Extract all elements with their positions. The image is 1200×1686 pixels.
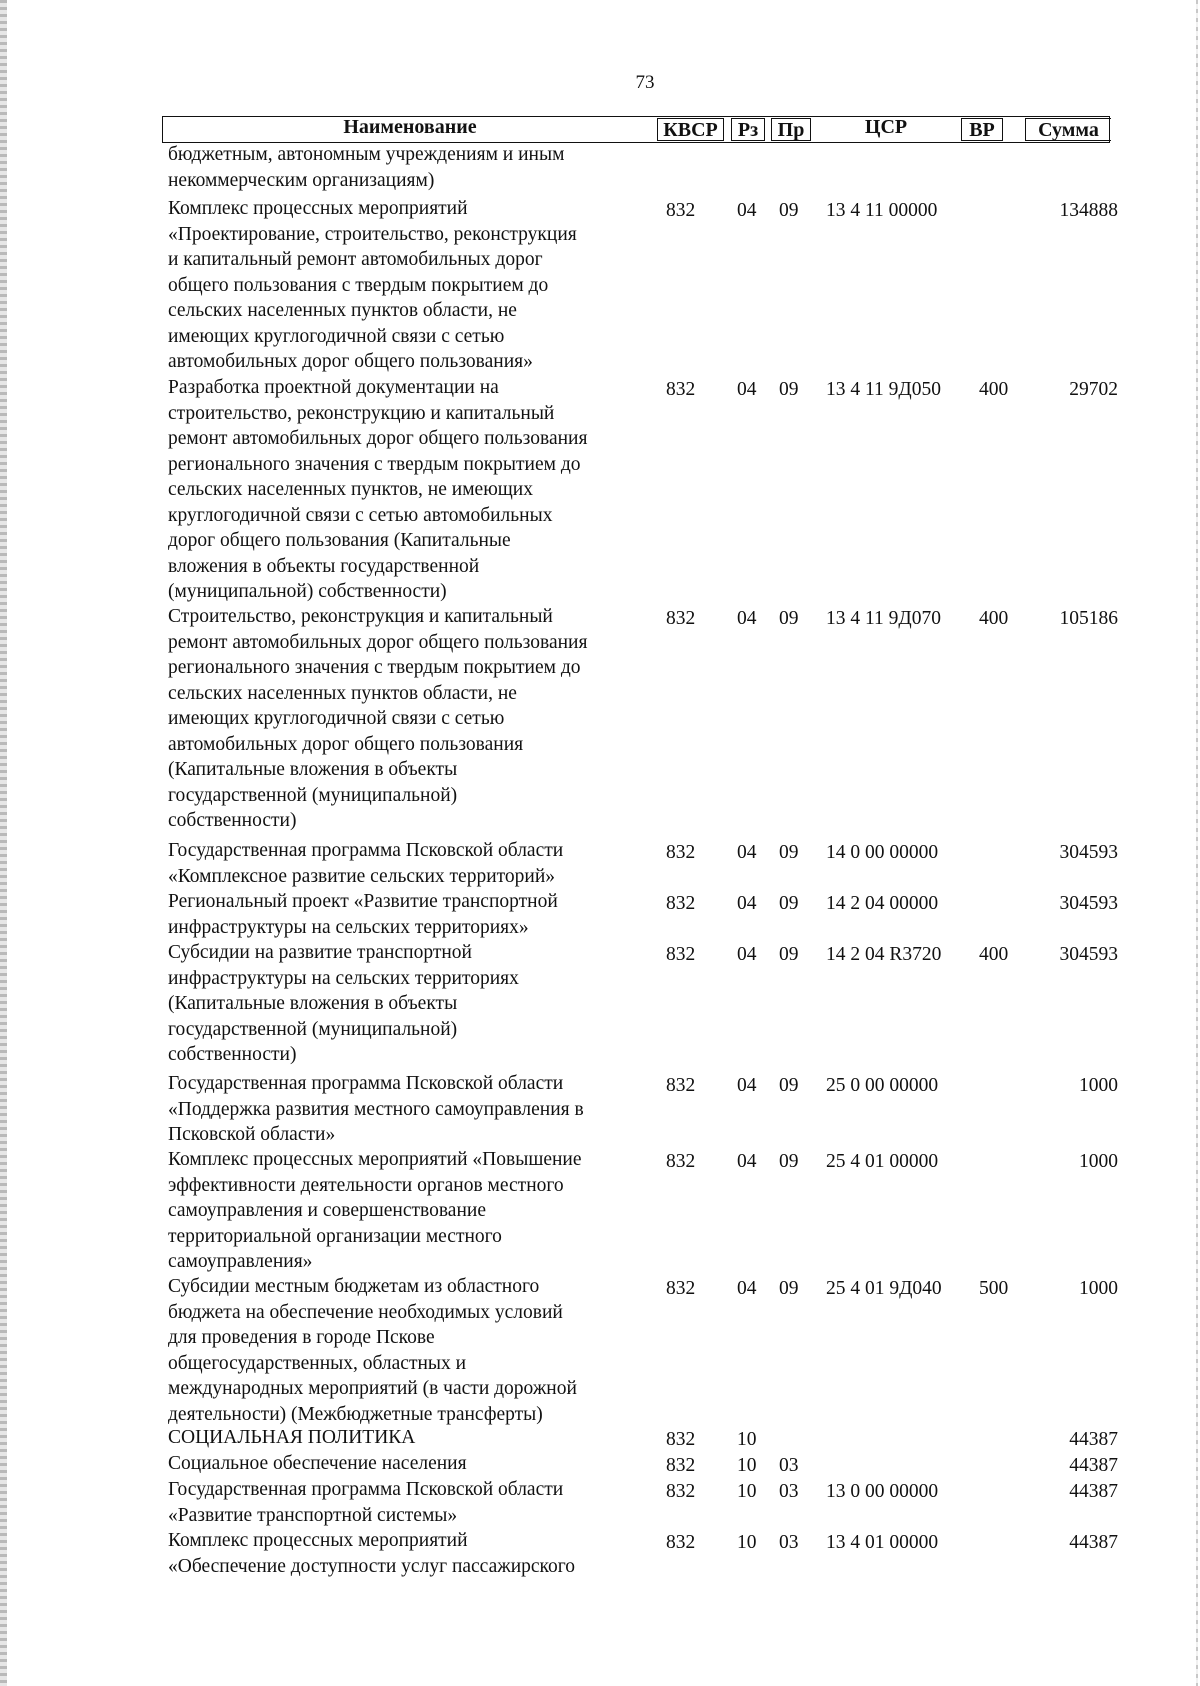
cell-rz: 04 <box>737 1075 757 1096</box>
row-name-line: СОЦИАЛЬНАЯ ПОЛИТИКА <box>168 1427 416 1448</box>
cell-pr: 09 <box>779 1151 799 1172</box>
cell-csr: 25 4 01 00000 <box>826 1151 939 1172</box>
scan-edge-right <box>1196 0 1198 1686</box>
row-name <box>168 1425 648 1451</box>
cell-csr: 13 4 11 9Д050 <box>826 379 941 400</box>
cell-csr: 25 0 00 00000 <box>826 1075 939 1096</box>
cell-pr: 03 <box>779 1455 799 1476</box>
cell-csr: 14 0 00 00000 <box>826 842 939 863</box>
cell-kvsr: 832 <box>666 1151 696 1172</box>
row-name-line: общегосударственных, областных и <box>168 1352 467 1374</box>
header-name: Наименование <box>343 116 477 138</box>
row-name-line: регионального значения с твердым покрытием до <box>168 657 581 678</box>
cell-kvsr: 832 <box>666 1455 696 1476</box>
header-vr: ВР <box>961 118 1003 141</box>
cell-pr: 09 <box>779 379 799 400</box>
row-name-line: «Обеспечение доступности услуг пассажирского <box>168 1555 576 1577</box>
cell-rz: 10 <box>737 1429 757 1450</box>
row-name-line: регионального значения с твердым покрытием до <box>168 453 581 475</box>
row-name-line: (Капитальные вложения в объекты <box>168 759 458 780</box>
row-name-line: имеющих круглогодичной связи с сетью <box>168 708 505 729</box>
row-name-line: инфраструктуры на сельских территориях» <box>168 916 529 938</box>
table-header <box>162 116 1110 143</box>
scan-edge-left <box>0 0 7 1686</box>
row-name-line: Государственная программа Псковской области <box>168 1479 564 1500</box>
cell-pr: 09 <box>779 893 799 914</box>
cell-csr: 14 2 04 R3720 <box>826 944 942 965</box>
cell-rz: 04 <box>737 379 757 400</box>
header-pr: Пр <box>771 118 811 141</box>
row-name-line: сельских населенных пунктов, не имеющих <box>168 479 533 500</box>
row-name <box>168 889 648 940</box>
cell-sum: 304593 <box>1059 842 1118 863</box>
row-name-line: ремонт автомобильных дорог общего пользования <box>168 631 588 653</box>
row-name-line: некоммерческим организациям) <box>168 169 435 191</box>
page-number: 73 <box>635 72 655 93</box>
cell-csr: 13 0 00 00000 <box>826 1481 939 1502</box>
cell-sum: 44387 <box>1069 1455 1118 1476</box>
header-kvsr: КВСР <box>657 118 724 141</box>
cell-kvsr: 832 <box>666 1532 696 1553</box>
row-name-line: общего пользования с твердым покрытием до <box>168 274 549 296</box>
header-sum: Сумма <box>1025 118 1111 141</box>
row-name <box>168 1071 648 1148</box>
row-name-line: Государственная программа Псковской области <box>168 1073 564 1094</box>
row-name-line: Комплекс процессных мероприятий <box>168 1530 468 1551</box>
cell-kvsr: 832 <box>666 944 696 965</box>
cell-vr: 400 <box>979 944 1009 965</box>
row-name-line: Комплекс процессных мероприятий <box>168 198 468 219</box>
cell-rz: 04 <box>737 1151 757 1172</box>
cell-pr: 09 <box>779 200 799 221</box>
cell-kvsr: 832 <box>666 842 696 863</box>
row-name-line: Субсидии местным бюджетам из областного <box>168 1276 540 1297</box>
cell-kvsr: 832 <box>666 608 696 629</box>
cell-sum: 1000 <box>1079 1151 1118 1172</box>
row-name-line: государственной (муниципальной) <box>168 1018 458 1040</box>
cell-sum: 44387 <box>1069 1429 1118 1450</box>
cell-kvsr: 832 <box>666 200 696 221</box>
row-name-line: (муниципальной) собственности) <box>168 581 447 602</box>
row-name-line: самоуправления и совершенствование <box>168 1200 486 1221</box>
row-name <box>168 604 648 834</box>
cell-vr: 400 <box>979 608 1009 629</box>
cell-sum: 29702 <box>1069 379 1118 400</box>
cell-kvsr: 832 <box>666 1481 696 1502</box>
cell-rz: 10 <box>737 1481 757 1502</box>
row-name <box>168 1528 648 1579</box>
cell-rz: 04 <box>737 200 757 221</box>
cell-pr: 09 <box>779 1278 799 1299</box>
cell-kvsr: 832 <box>666 1075 696 1096</box>
cell-sum: 105186 <box>1059 608 1118 629</box>
row-name-line: эффективности деятельности органов местного <box>168 1174 564 1196</box>
header-csr: ЦСР <box>864 116 908 138</box>
row-name-line: круглогодичной связи с сетью автомобильных <box>168 504 553 526</box>
row-name-line: «Поддержка развития местного самоуправления в <box>168 1098 584 1120</box>
row-name <box>168 1274 648 1427</box>
row-name-line: дорог общего пользования (Капитальные <box>168 530 511 551</box>
cell-rz: 04 <box>737 893 757 914</box>
row-name <box>168 142 648 193</box>
row-name-line: деятельности) (Межбюджетные трансферты) <box>168 1403 543 1425</box>
cell-sum: 304593 <box>1059 944 1118 965</box>
row-name-line: бюджетным, автономным учреждениям и иным <box>168 144 565 165</box>
cell-rz: 04 <box>737 842 757 863</box>
row-name-line: международных мероприятий (в части дорожной <box>168 1378 577 1399</box>
row-name <box>168 838 648 889</box>
cell-pr: 09 <box>779 1075 799 1096</box>
cell-sum: 1000 <box>1079 1075 1118 1096</box>
cell-rz: 10 <box>737 1532 757 1553</box>
cell-sum: 304593 <box>1059 893 1118 914</box>
cell-csr: 13 4 01 00000 <box>826 1532 939 1553</box>
row-name-line: территориальной организации местного <box>168 1225 502 1247</box>
row-name <box>168 196 648 375</box>
cell-pr: 09 <box>779 944 799 965</box>
row-name-line: Субсидии на развитие транспортной <box>168 942 472 963</box>
cell-sum: 44387 <box>1069 1481 1118 1502</box>
row-name-line: автомобильных дорог общего пользования <box>168 733 524 755</box>
cell-vr: 500 <box>979 1278 1009 1299</box>
row-name-line: собственности) <box>168 810 297 831</box>
row-name-line: ремонт автомобильных дорог общего пользования <box>168 428 588 449</box>
cell-rz: 04 <box>737 608 757 629</box>
row-name-line: Разработка проектной документации на <box>168 377 499 398</box>
row-name-line: для проведения в городе Пскове <box>168 1327 435 1348</box>
cell-csr: 14 2 04 00000 <box>826 893 939 914</box>
row-name-line: и капитальный ремонт автомобильных дорог <box>168 249 543 270</box>
row-name-line: имеющих круглогодичной связи с сетью <box>168 325 505 347</box>
row-name-line: Псковской области» <box>168 1124 336 1145</box>
cell-rz: 04 <box>737 1278 757 1299</box>
cell-pr: 09 <box>779 842 799 863</box>
row-name-line: «Проектирование, строительство, реконструкция <box>168 223 577 245</box>
row-name <box>168 375 648 605</box>
row-name-line: инфраструктуры на сельских территориях <box>168 967 519 989</box>
row-name <box>168 940 648 1068</box>
row-name-line: Региональный проект «Развитие транспортной <box>168 891 558 912</box>
row-name-line: «Комплексное развитие сельских территорий» <box>168 865 556 887</box>
row-name-line: «Развитие транспортной системы» <box>168 1504 458 1526</box>
cell-kvsr: 832 <box>666 379 696 400</box>
row-name <box>168 1147 648 1275</box>
row-name-line: бюджета на обеспечение необходимых условий <box>168 1301 563 1323</box>
cell-csr: 13 4 11 9Д070 <box>826 608 941 629</box>
cell-rz: 10 <box>737 1455 757 1476</box>
cell-rz: 04 <box>737 944 757 965</box>
row-name-line: государственной (муниципальной) <box>168 784 458 806</box>
cell-pr: 09 <box>779 608 799 629</box>
row-name-line: вложения в объекты государственной <box>168 555 480 577</box>
cell-sum: 1000 <box>1079 1278 1118 1299</box>
cell-sum: 134888 <box>1059 200 1118 221</box>
cell-kvsr: 832 <box>666 1278 696 1299</box>
cell-csr: 13 4 11 00000 <box>826 200 938 221</box>
cell-kvsr: 832 <box>666 893 696 914</box>
header-rz: Рз <box>731 118 765 141</box>
cell-vr: 400 <box>979 379 1009 400</box>
row-name-line: (Капитальные вложения в объекты <box>168 993 458 1014</box>
row-name <box>168 1477 648 1528</box>
cell-pr: 03 <box>779 1481 799 1502</box>
row-name-line: строительство, реконструкцию и капитальный <box>168 402 555 424</box>
row-name-line: Комплекс процессных мероприятий «Повышение <box>168 1149 582 1170</box>
row-name-line: сельских населенных пунктов области, не <box>168 682 517 704</box>
row-name-line: Строительство, реконструкция и капитальный <box>168 606 553 627</box>
row-name-line: Государственная программа Псковской области <box>168 840 564 861</box>
row-name-line: Социальное обеспечение населения <box>168 1453 467 1474</box>
row-name-line: самоуправления» <box>168 1251 313 1272</box>
cell-kvsr: 832 <box>666 1429 696 1450</box>
row-name-line: собственности) <box>168 1044 297 1065</box>
cell-sum: 44387 <box>1069 1532 1118 1553</box>
cell-csr: 25 4 01 9Д040 <box>826 1278 942 1299</box>
row-name <box>168 1451 648 1477</box>
row-name-line: автомобильных дорог общего пользования» <box>168 351 533 372</box>
cell-pr: 03 <box>779 1532 799 1553</box>
row-name-line: сельских населенных пунктов области, не <box>168 300 517 321</box>
